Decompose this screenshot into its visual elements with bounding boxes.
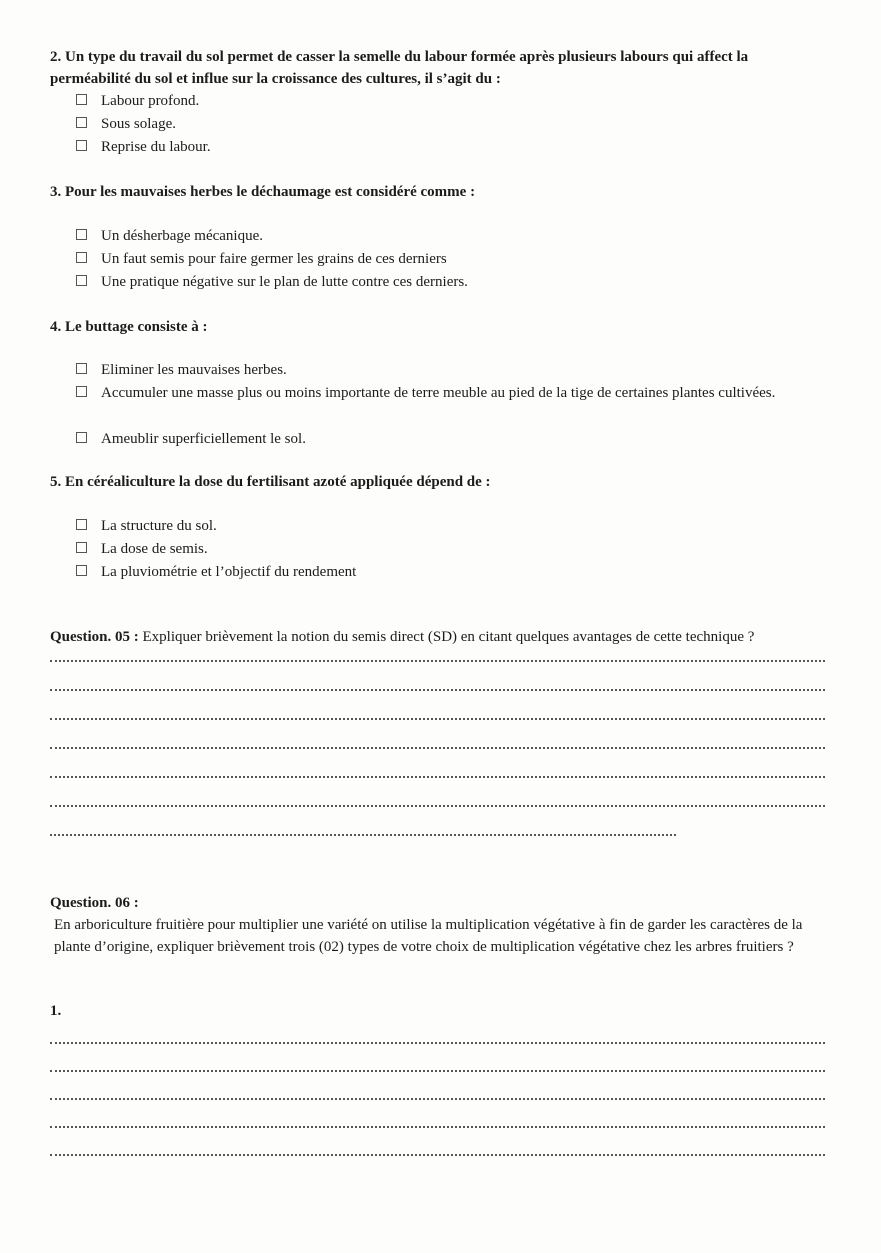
checkbox[interactable]: [76, 140, 87, 151]
question-4-title: 4. Le buttage consiste à :: [50, 319, 208, 335]
checkbox[interactable]: [76, 565, 87, 576]
q4-option-1[interactable]: Eliminer les mauvaises herbes.: [76, 359, 796, 381]
answer-line[interactable]: [50, 1154, 825, 1156]
checkbox[interactable]: [76, 542, 87, 553]
checkbox[interactable]: [76, 363, 87, 374]
question-06-text: En arboriculture fruitière pour multiplier une variété on utilise la multiplication végétative à fin de garder les caractères de la plante d’origine, expliquer brièvement trois (02) types de votre choix de multiplication végétative chez les arbres fruitiers ?: [54, 917, 803, 955]
q5-option-1[interactable]: La structure du sol.: [76, 515, 796, 537]
answer-line[interactable]: [50, 1042, 825, 1044]
q5-option-2[interactable]: La dose de semis.: [76, 538, 796, 560]
answer-line[interactable]: [50, 1126, 825, 1128]
q2-option-3[interactable]: Reprise du labour.: [76, 136, 796, 158]
answer-line[interactable]: [50, 834, 676, 836]
question-05-prompt: [50, 626, 840, 648]
question-5-title: 5. En céréaliculture la dose du fertilisant azoté appliquée dépend de :: [50, 474, 491, 490]
checkbox[interactable]: [76, 117, 87, 128]
checkbox[interactable]: [76, 519, 87, 530]
checkbox[interactable]: [76, 229, 87, 240]
answer-line[interactable]: [50, 747, 825, 749]
checkbox[interactable]: [76, 275, 87, 286]
answer-line[interactable]: [50, 1070, 825, 1072]
answer-line[interactable]: [50, 805, 825, 807]
answer-line[interactable]: [50, 660, 825, 662]
answer-line[interactable]: [50, 776, 825, 778]
q2-option-2[interactable]: Sous solage.: [76, 113, 796, 135]
answer-line[interactable]: [50, 718, 825, 720]
q3-option-1[interactable]: Un désherbage mécanique.: [76, 225, 796, 247]
q5-option-3[interactable]: La pluviométrie et l’objectif du rendement: [76, 561, 796, 583]
checkbox[interactable]: [76, 252, 87, 263]
answer-line[interactable]: [50, 689, 825, 691]
checkbox[interactable]: [76, 94, 87, 105]
q3-option-2[interactable]: Un faut semis pour faire germer les grains de ces derniers: [76, 248, 796, 270]
q4-option-3[interactable]: Ameublir superficiellement le sol.: [76, 428, 796, 450]
checkbox[interactable]: [76, 432, 87, 443]
question-06-label: Question. 06 :: [50, 895, 139, 911]
q4-option-2[interactable]: Accumuler une masse plus ou moins importante de terre meuble au pied de la tige de certaines plantes cultivées.: [76, 382, 804, 404]
answer-line[interactable]: [50, 1098, 825, 1100]
q3-option-3[interactable]: Une pratique négative sur le plan de lutte contre ces derniers.: [76, 271, 796, 293]
question-05-label: Question. 05 :: [50, 629, 139, 645]
checkbox[interactable]: [76, 386, 87, 397]
q2-option-1[interactable]: Labour profond.: [76, 90, 796, 112]
question-2-title: 2. Un type du travail du sol permet de casser la semelle du labour formée après plusieurs labours qui affect la perméabilité du sol et influe sur la croissance des cultures, il s’agit du :: [50, 49, 749, 87]
question-05-text: Expliquer brièvement la notion du semis direct (SD) en citant quelques avantages de cette technique ?: [138, 629, 755, 645]
item-number: 1.: [50, 1003, 62, 1019]
question-3-title: 3. Pour les mauvaises herbes le déchaumage est considéré comme :: [50, 184, 476, 200]
